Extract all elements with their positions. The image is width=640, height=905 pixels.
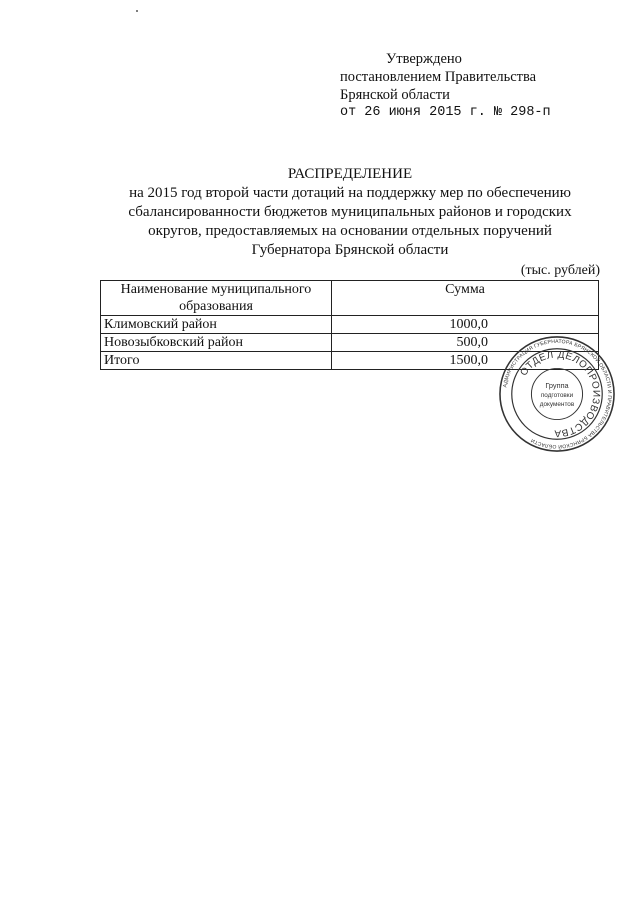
subtitle-line: Губернатора Брянской области <box>251 242 449 258</box>
office-stamp <box>498 335 616 453</box>
scan-speck <box>136 10 138 12</box>
document-title: РАСПРЕДЕЛЕНИЕ <box>287 166 413 182</box>
units-label: (тыс. рублей) <box>520 263 600 278</box>
approval-line: Брянской области <box>340 87 450 103</box>
municipality-name: Новозыбковский район <box>101 334 332 352</box>
stamp-seal-icon <box>498 335 616 453</box>
stamp-center-line: подготовки <box>540 391 574 399</box>
amount-value: 500,0 <box>332 334 599 352</box>
municipality-name: Климовский район <box>101 316 332 334</box>
total-label: Итого <box>101 352 332 370</box>
approval-date-number: от 26 июня 2015 г. № 298-п <box>340 105 551 120</box>
total-value: 1500,0 <box>332 352 599 370</box>
approval-block <box>340 50 551 122</box>
column-header-name: Наименование муниципального образования <box>101 281 332 316</box>
stamp-ring-text: ОТДЕЛ ДЕЛОПРОИЗВОДСТВА <box>518 349 602 439</box>
stamp-center-line: документов <box>539 400 575 408</box>
approval-line: Утверждено <box>386 51 462 67</box>
subtitle-line: округов, предоставляемых на основании отдельных поручений <box>148 223 552 239</box>
stamp-outer-text: АДМИНИСТРАЦИЯ ГУБЕРНАТОРА БРЯНСКОЙ ОБЛАСТИ И ПРАВИТЕЛЬСТВА БРЯНСКОЙ ОБЛАСТИ <box>502 338 613 450</box>
subtitle-line: на 2015 год второй части дотаций на поддержку мер по обеспечению <box>129 185 571 201</box>
document-heading <box>100 165 600 260</box>
table-header-row <box>101 281 599 316</box>
table-row <box>101 316 599 334</box>
approval-line: постановлением Правительства <box>340 69 537 85</box>
amount-value: 1000,0 <box>332 316 599 334</box>
subtitle-line: сбалансированности бюджетов муниципальных районов и городских <box>128 204 572 220</box>
column-header-sum: Сумма <box>332 281 599 316</box>
stamp-center-line: Группа <box>545 381 569 391</box>
